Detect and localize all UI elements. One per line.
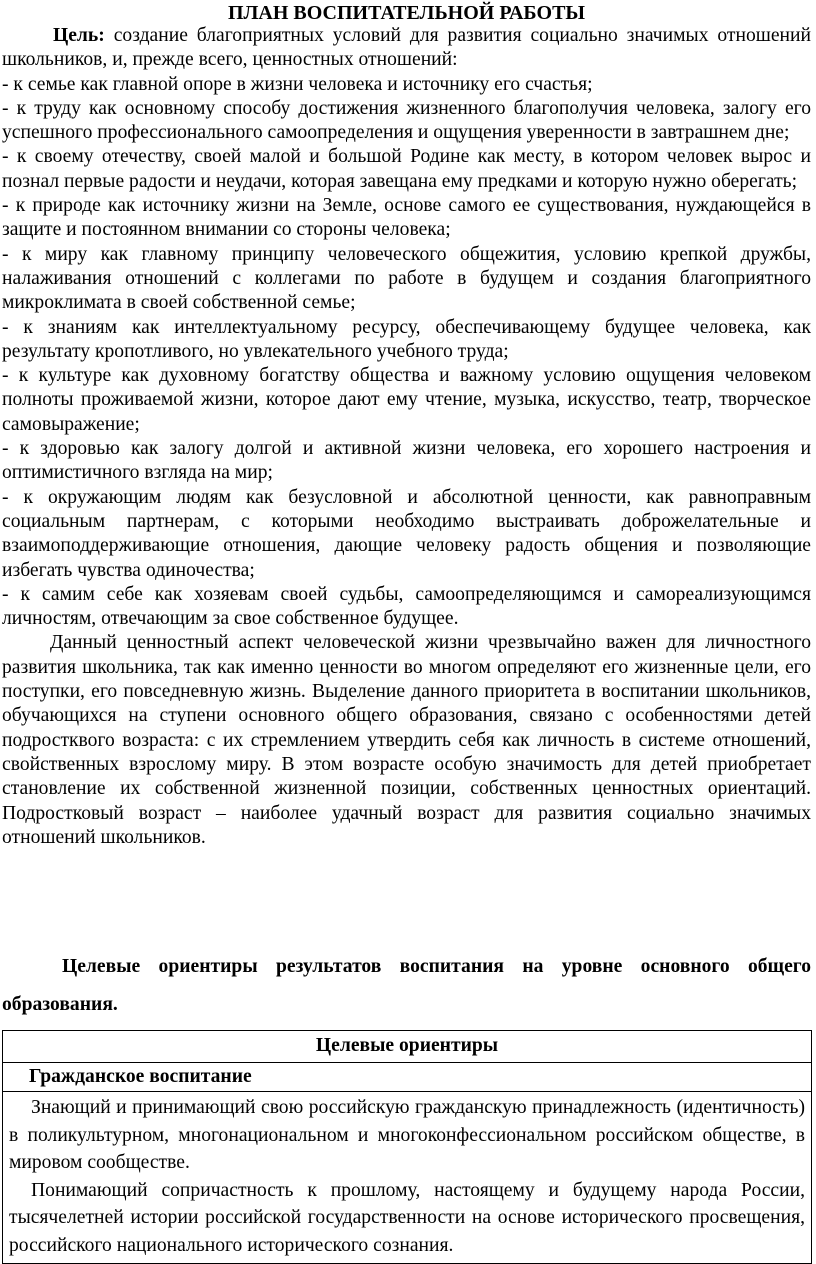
bullet-fatherland: - к своему отечеству, своей малой и большой Родине как месту, в котором человек вырос и познал первые радости и неудачи, которая завещана ему предками и которую нужно оберегать; xyxy=(2,146,811,192)
bullet-knowledge: - к знаниям как интеллектуальному ресурсу, обеспечивающему будущее человека, как результату кропотливого, но увлекательного учебного труда; xyxy=(2,316,811,362)
bullet-family: - к семье как главной опоре в жизни человека и источнику его счастья; xyxy=(2,73,593,95)
vertical-spacer xyxy=(2,850,811,948)
table-subheader-row xyxy=(3,1063,812,1092)
target-item: Знающий и принимающий свою российскую гражданскую принадлежность (идентичность) в поликультурном, многонациональном и многоконфессиональном российском обществе, в мировом сообществе. xyxy=(9,1097,805,1174)
bullet-people: - к окружающим людям как безусловной и абсолютной ценности, как равноправным социальным партнерам, с которыми необходимо выстраивать доброжелательные и взаимоподдерживающие отношения, дающие человеку радость общения и позволяющие избегать чувства одиночества; xyxy=(2,486,811,581)
target-item: Понимающий сопричастность к прошлому, настоящему и будущему народа России, тысячелетней истории российской государственности на основе исторического просвещения, российского национального исторического сознания. xyxy=(9,1179,805,1256)
values-paragraph: Данный ценностный аспект человеческой жизни чрезвычайно важен для личностного развития школьника, так как именно ценности во многом определяют его жизненные цели, его поступки, его повседневную жизнь. Выделение данного приоритета в воспитании школьников, обучающихся на ступени основного общего образования, связано с особенностями детей подростквого возраста: с их стремлением утвердить себя как личность в системе отношений, свойственных взрослому миру. В этом возрасте особую значимость для детей приобретает становление их собственной жизненной позиции, собственных ценностных ориентаций. Подростковый возраст – наиболее удачный возраст для развития социально значимых отношений школьников. xyxy=(2,632,811,848)
section-heading: Целевые ориентиры результатов воспитания на уровне основного общего образования. xyxy=(2,956,811,1016)
bullet-peace: - к миру как главному принципу человеческого общежития, условию крепкой дружбы, налаживания отношений с коллегами по работе в будущем и создания благоприятного микроклимата в своей собственной семье; xyxy=(2,243,811,314)
bullet-nature: - к природе как источнику жизни на Земле, основе самого ее существования, нуждающейся в защите и постоянном внимании со стороны человека; xyxy=(2,195,811,241)
table-content-row xyxy=(3,1092,812,1264)
targets-table xyxy=(2,1030,812,1264)
table-subheader-cell: Гражданское воспитание xyxy=(3,1063,812,1092)
goal-paragraph xyxy=(2,24,811,73)
bullet-health: - к здоровью как залогу долгой и активной жизни человека, его хорошего настроения и оптимистичного взгляда на мир; xyxy=(2,438,811,484)
bullet-culture: - к культуре как духовному богатству общества и важному условию ощущения человеком полноты проживаемой жизни, которое дают ему чтение, музыка, искусство, театр, творческое самовыражение; xyxy=(2,365,811,435)
table-content-cell xyxy=(3,1092,812,1264)
goal-label: Цель: xyxy=(53,25,105,46)
goal-text: создание благоприятных условий для развития социально значимых отношений школьников, и, прежде всего, ценностных отношений: xyxy=(2,25,811,71)
table-header-row xyxy=(3,1031,812,1063)
bullet-work: - к труду как основному способу достижения жизненного благополучия человека, залогу его успешного профессионального самоопределения и ощущения уверенности в завтрашнем дне; xyxy=(2,97,811,144)
bullet-self: - к самим себе как хозяевам своей судьбы, самоопределяющимся и самореализующимся личностям, отвечающим за свое собственное будущее. xyxy=(2,583,811,630)
table-header-cell: Целевые ориентиры xyxy=(3,1031,812,1063)
page-title: ПЛАН ВОСПИТАТЕЛЬНОЙ РАБОТЫ xyxy=(227,2,586,24)
